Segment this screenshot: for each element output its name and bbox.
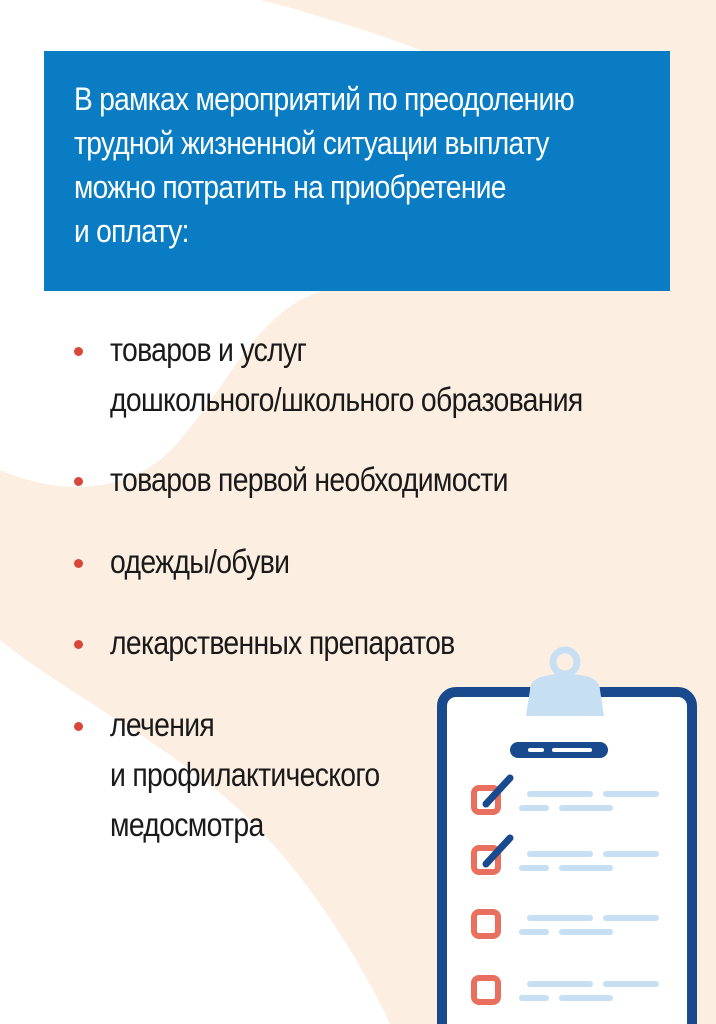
bullet-icon <box>74 722 83 731</box>
list-item-text: товаров и услуг дошкольного/школьного образования <box>110 331 583 418</box>
bullet-icon <box>74 640 83 649</box>
list-item-text: одежды/обуви <box>110 543 290 580</box>
list-item-text: лечения и профилактического медосмотра <box>110 706 380 843</box>
bullet-icon <box>74 347 83 356</box>
clipboard-checklist-icon <box>430 640 700 1024</box>
bullet-icon <box>74 477 83 486</box>
header-banner <box>44 51 670 291</box>
header-text: В рамках мероприятий по преодолению трудной жизненной ситуации выплату можно потратить на приобретение и оплату: <box>74 81 574 249</box>
list-item-text: товаров первой необходимости <box>110 461 508 498</box>
list-item-text: лекарственных препаратов <box>110 624 455 661</box>
bullet-icon <box>74 559 83 568</box>
